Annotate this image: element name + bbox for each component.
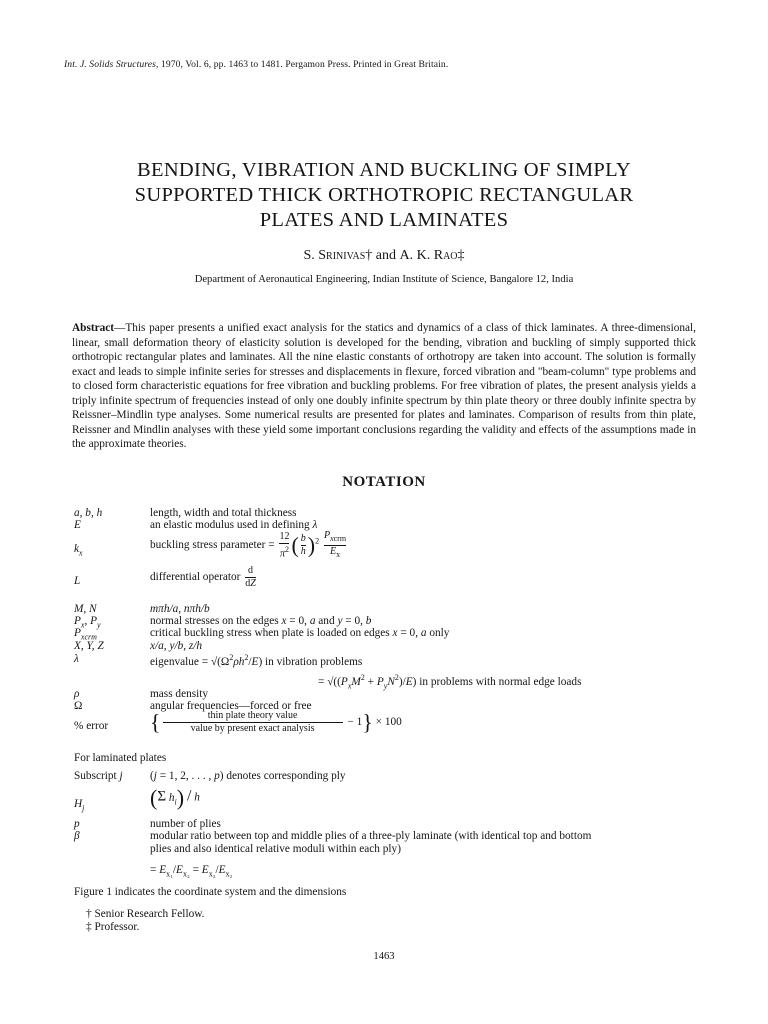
abstract [72,321,696,452]
page-number: 1463 [373,951,395,962]
notation-symbol: L [74,575,81,587]
notation-definition: eigenvalue = $√(\Omega^2\rho h^2/E)$ in vibration problems [150,653,363,668]
notation-definition: mπh/a, nπh/b [150,603,210,615]
author-2-mark: ‡ [457,248,465,263]
notation-definition: (Σ $h_i$) / h [150,785,200,810]
figure-note: Figure 1 indicates the coordinate system and the dimensions [74,886,347,898]
notation-definition: differential operator $\frac{d}{dZ}$ [150,565,256,589]
author-1-mark: † [365,248,373,263]
notation-symbol: % error [74,720,109,732]
title-line-2: SUPPORTED THICK ORTHOTROPIC RECTANGULAR [134,184,634,206]
author-joiner: and [372,248,400,263]
notation-definition: = $√((P_xM^2 + P_yN^2)/E)$ in problems with normal edge loads [318,673,582,691]
notation-definition: length, width and total thickness [150,507,297,519]
author-1: S. Srinivas [303,248,366,263]
notation-definition: = $E_{x_1}/E_{x_2} = E_{x_3}/E_{x_2}$ [150,864,233,879]
notation-definition: (j = 1, 2, . . . , p) denotes corresponding ply [150,770,346,782]
notation-definition: number of plies [150,818,221,830]
notation-definition: normal stresses on the edges x = 0, a and y = 0, b [150,615,372,627]
paper-title [90,158,678,233]
notation-definition: critical buckling stress when plate is loaded on edges x = 0, a only [150,627,450,639]
journal-citation [64,59,448,70]
journal-name: Int. J. Solids Structures, [64,59,159,70]
affiliation: Department of Aeronautical Engineering, Indian Institute of Science, Bangalore 12, India [194,274,574,285]
notation-symbol: $k_x$ [74,543,83,558]
notation-symbol: Ω [74,700,83,712]
notation-symbol: M, N [74,603,97,615]
title-line-1: BENDING, VIBRATION AND BUCKLING OF SIMPLY [137,159,631,181]
notation-definition: plies and also identical relative moduli within each ply) [150,843,401,855]
author-2: A. K. Rao [399,248,458,263]
notation-definition: buckling stress parameter = $\frac{12}{\pi^2}$ ( $\frac{b}{h}$ )$^2$ $\frac{P_{xcrm}}{E_x}$ [150,530,347,560]
footnote-senior-fellow: † Senior Research Fellow. [86,908,205,920]
notation-symbol: p [74,818,80,830]
notation-definition: { $\frac{\text{thin plate theory value}}{\text{value by present exact analysis}}$ − 1} × 100 [150,709,402,735]
notation-definition: an elastic modulus used in defining λ [150,519,318,531]
notation-symbol: a, b, h [74,507,103,519]
laminated-heading: For laminated plates [74,752,167,764]
notation-symbol: $P_x$, $P_y$ [74,615,101,630]
abstract-text: —This paper presents a unified exact analysis for the statics and dynamics of a class of thick laminates. A three-dimensional, linear, small deformation theory of elasticity solution is developed for the bending, vibration and buckling of simply supported thick orthotropic rectangular plates and laminates. All the nine elastic constants of orthotropy are taken into account. The solution is formally exact and leads to simple infinite series for stresses and displacements in flexure, forced vibration and "beam-column" type problems and to closed form characteristic equations for free vibration and buckling problems. For free vibration of plates, the present analysis yields a triply infinite spectrum of frequencies instead of only one doubly infinite spectrum by thin plate theory or three doubly infinite spectra by Reissner–Mindlin type analyses. Some numerical results are presented for plates and laminates. Comparison of results from thin plate, Reissner and Mindlin analyses with these yield some important conclusions regarding the validity and effects of the assumptions made in the approximate theories. [72,322,696,450]
notation-definition: x/a, y/b, z/h [150,640,203,652]
notation-definition: angular frequencies—forced or free [150,700,312,712]
journal-details: 1970, Vol. 6, pp. 1463 to 1481. Pergamon Press. Printed in Great Britain. [160,59,449,70]
notation-symbol: X, Y, Z [74,640,104,652]
notation-symbol: λ [74,653,79,665]
authors [0,248,768,264]
footnote-professor: ‡ Professor. [86,921,140,933]
abstract-label: Abstract [72,322,115,334]
notation-definition: mass density [150,688,209,700]
notation-definition: modular ratio between top and middle plies of a three-ply laminate (with identical top and bottom [150,830,592,842]
title-line-3: PLATES AND LAMINATES [259,209,509,231]
notation-symbol: E [74,519,81,531]
notation-heading: NOTATION [342,474,426,490]
notation-symbol: ρ [74,688,80,700]
notation-symbol: Subscript j [74,770,123,782]
notation-symbol: $P_{xcrm}$ [74,627,97,642]
notation-symbol: $H_j$ [74,798,85,813]
notation-symbol: β [74,830,80,842]
